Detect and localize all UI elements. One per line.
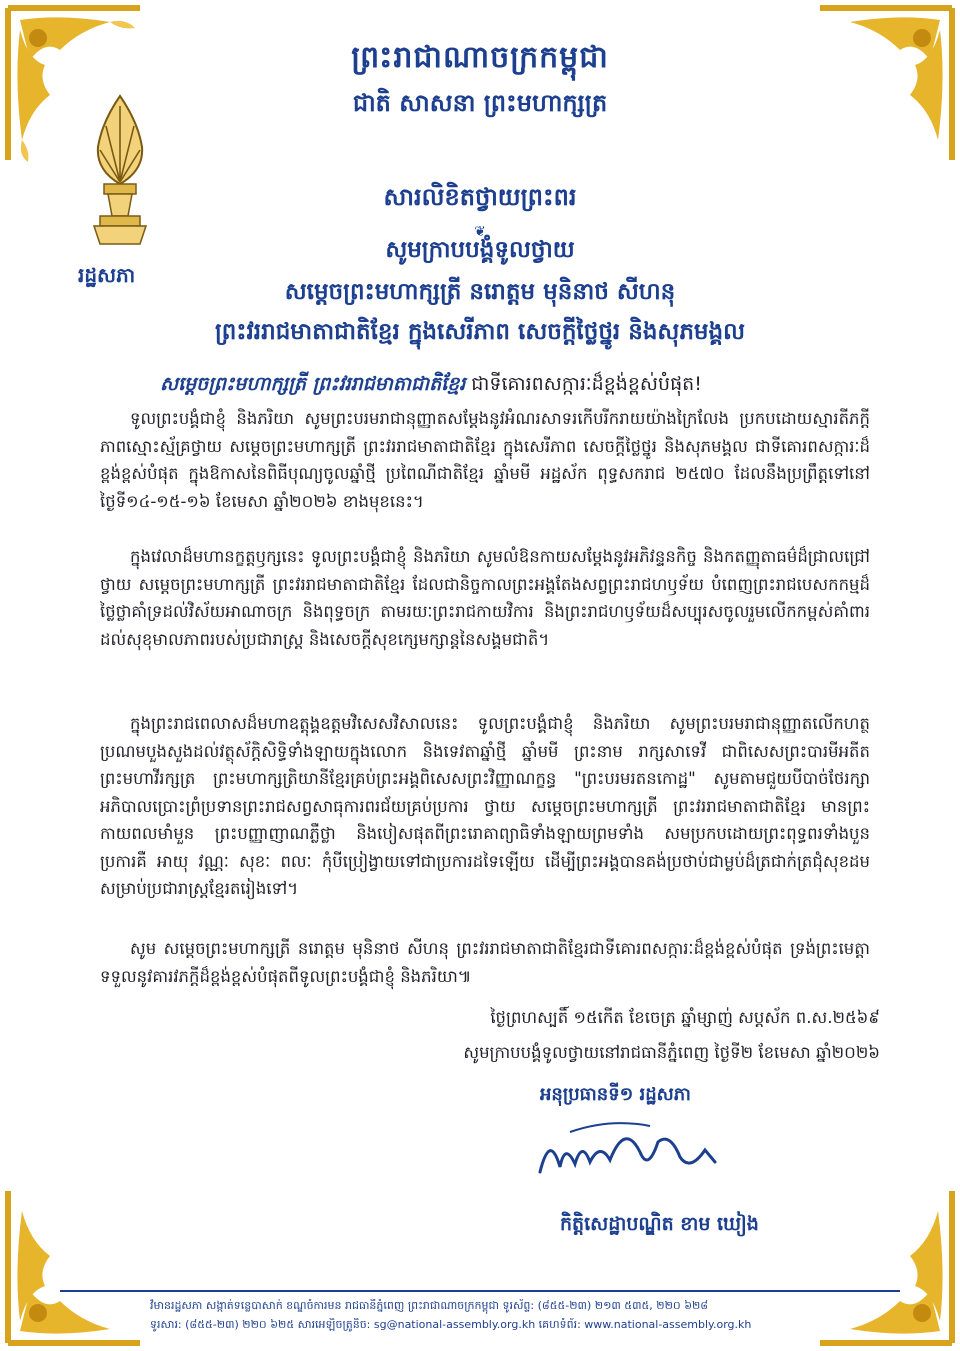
signatory-name: កិត្តិសេដ្ឋាបណ្ឌិត ខាម ឃៀង — [560, 1213, 759, 1235]
addressee-line-3: ព្រះវររាជមាតាជាតិខ្មែរ ក្នុងសេរីភាព សេចក្ដីថ្លៃថ្នូរ និងសុភមង្គល — [214, 319, 746, 345]
lunar-date: ថ្ងៃព្រហស្បតិ៍ ១៥កើត ខែចេត្រ ឆ្នាំម្សាញ់ សប្តស័ក ព.ស.២៥៦៩ — [490, 1008, 880, 1027]
national-motto: ជាតិ សាសនា ព្រះមហាក្សត្រ — [352, 89, 608, 117]
kingdom-heading: ព្រះរាជាណាចក្រកម្ពុជា — [351, 40, 609, 75]
addressee-line-1: សូមក្រាបបង្គំទូលថ្វាយ — [385, 237, 575, 263]
body-paragraph-1: ទូលព្រះបង្គំជាខ្ញុំ និងភរិយា សូមព្រះបរមរាជានុញ្ញាតសម្ដែងនូវអំណរសាទរកើបរីករាយយ៉ាងក្រៃលែង ប្រកបដោយស្មារតីភក្ដីភាពស្មោះស្ម័គ្រថ្វាយ សម្ដេចព្រះមហាក្សត្រី ព្រះវររាជមាតាជាតិខ្មែរ ក្នុងសេរីភាព សេចក្ដីថ្លៃថ្នូរ និងសុភមង្គល ជាទីគោរពសក្ការៈដ៏ខ្ពង់ខ្ពស់បំផុត ក្នុងឱកាសនៃពិធីបុណ្យចូលឆ្នាំថ្មី ប្រពៃណីជាតិខ្មែរ ឆ្នាំមមី អដ្ឋស័ក ពុទ្ធសករាជ ២៥៧០ ដែលនឹងប្រព្រឹត្តទៅនៅថ្ងៃទី១៤-១៥-១៦ ខែមេសា ឆ្នាំ២០២៦ ខាងមុខនេះ។ — [100, 409, 870, 511]
salutation-bold: សម្ដេចព្រះមហាក្សត្រី ព្រះវររាជមាតាជាតិខ្មែរ — [160, 373, 466, 395]
body-paragraph-3: ក្នុងព្រះរាជពេលាសដ៏មហាឧត្ដុង្គឧត្ដមវិសេសវិសាលនេះ ទូលព្រះបង្គំជាខ្ញុំ និងភរិយា សូមព្រះបរមរាជានុញ្ញាតលើកហត្ថប្រណមបួងសួងដល់វត្ថុស័ក្ដិសិទ្ធិទាំងឡាយក្នុងលោក និងទេវតាឆ្នាំថ្មី ឆ្នាំមមី ព្រះនាម រាក្សសាទេវី ជាពិសេសព្រះបារមីអតីតព្រះមហាវីរក្សត្រ ព្រះមហាក្សត្រិយានីខ្មែរគ្រប់ព្រះអង្គពិសេសព្រះវិញ្ញាណក្ខន្ធ "ព្រះបរមរតនកោដ្ឋ" សូមតាមជួយបីបាច់ថែរក្សាអភិបាលប្រោះព្រំប្រទានព្រះរាជសព្វសាធុការពរជ័យគ្រប់ប្រការ ថ្វាយ សម្ដេចព្រះមហាក្សត្រី ព្រះវររាជមាតាជាតិខ្មែរ មានព្រះកាយពលមាំមួន ព្រះបញ្ញាញាណភ្លឺថ្លា និងបៀសផុតពីព្រះរោគាព្យាធិទាំងឡាយព្រមទាំង សមប្រកបដោយព្រះពុទ្ធពរទាំងបួនប្រការគឺ អាយុ វណ្ណៈ សុខៈ ពលៈ កុំបីប្រៀង្វាយទៅជាប្រការដទៃឡើយ ដើម្បីព្រះអង្គបានគង់ប្រថាប់ជាម្លប់ដ៏ត្រជាក់ត្រជុំសុខដមសម្រាប់ប្រជារាស្ត្រខ្មែរតរៀងទៅ។ — [100, 714, 870, 898]
emblem-label: រដ្ឋសភា — [78, 263, 136, 287]
footer-contact: ទូរសារ: (៨៥៥-២៣) ២២០ ៦២៥ សារអេឡិចត្រូនិច: sg@national-assembly.org.kh គេហទំព័រ: www.national-assembly.org.kh — [150, 1318, 752, 1331]
body-paragraph-2: ក្នុងវេលាដ៏មហានក្ខត្តឫក្សនេះ ទូលព្រះបង្គំជាខ្ញុំ និងភរិយា សូមលំឱនកាយសម្ដែងនូវអភិវន្ទនកិច្ច និងកតញ្ញុតាធម៌ដ៏ជ្រាលជ្រៅថ្វាយ សម្ដេចព្រះមហាក្សត្រី ព្រះវររាជមាតាជាតិខ្មែរ ដែលជានិច្ចកាលព្រះអង្គតែងសព្វព្រះរាជហឫទ័យ បំពេញព្រះរាជបេសកកម្មដ៏ថ្លៃថ្លាគាំទ្រដល់វិស័យអាណាចក្រ និងពុទ្ធចក្រ តាមរយៈព្រះរាជកាយវិការ និងព្រះរាជហឫទ័យដ៏សប្បុរសចូលរួមលើកកម្ពស់គាំពារដល់សុខុមាលភាពរបស់ប្រជារាស្ត្រ និងសេចក្ដីសុខក្សេមក្សាន្តនៃសង្គមជាតិ។ — [100, 547, 870, 649]
footer-address: វិមានរដ្ឋសភា សង្កាត់ទន្លេបាសាក់ ខណ្ឌចំការមន រាជធានីភ្នំពេញ ព្រះរាជាណាចក្រកម្ពុជា ទូរស័ព្ទ: (៨៥៥-២៣) ២១៣ ៥៣៥, ២២០ ៦២៨ — [150, 1299, 709, 1312]
corner-ornament-bottom-left — [0, 1181, 150, 1351]
salutation — [160, 372, 702, 400]
document-type-title: សារលិខិតថ្វាយព្រះពរ — [383, 183, 577, 211]
footer-divider — [60, 1290, 900, 1292]
corner-ornament-top-right — [810, 0, 960, 170]
solar-date: សូមក្រាបបង្គំទូលថ្វាយនៅរាជធានីភ្នំពេញ ថ្ងៃទី២ ខែមេសា ឆ្នាំ២០២៦ — [463, 1043, 880, 1062]
salutation-rest: ជាទីគោរពសក្ការៈដ៏ខ្ពង់ខ្ពស់បំផុត! — [465, 373, 702, 395]
title-ornament: ❦ — [474, 224, 486, 240]
handwritten-signature — [530, 1112, 730, 1192]
signatory-title: អនុប្រធានទី១ រដ្ឋសភា — [540, 1084, 691, 1105]
body-paragraph-4: សូម សម្ដេចព្រះមហាក្សត្រី នរោត្តម មុនិនាថ សីហនុ ព្រះវររាជមាតាជាតិខ្មែរជាទីគោរពសក្ការៈដ៏ខ្ពង់ខ្ពស់បំផុត ទ្រង់ព្រះមេត្តាទទួលនូវគារវភក្ដីដ៏ខ្ពង់ខ្ពស់បំផុតពីទូលព្រះបង្គំជាខ្ញុំ និងភរិយា៕ — [100, 939, 870, 986]
addressee-line-2: សម្ដេចព្រះមហាក្សត្រី នរោត្តម មុនិនាថ សីហនុ — [284, 279, 676, 305]
